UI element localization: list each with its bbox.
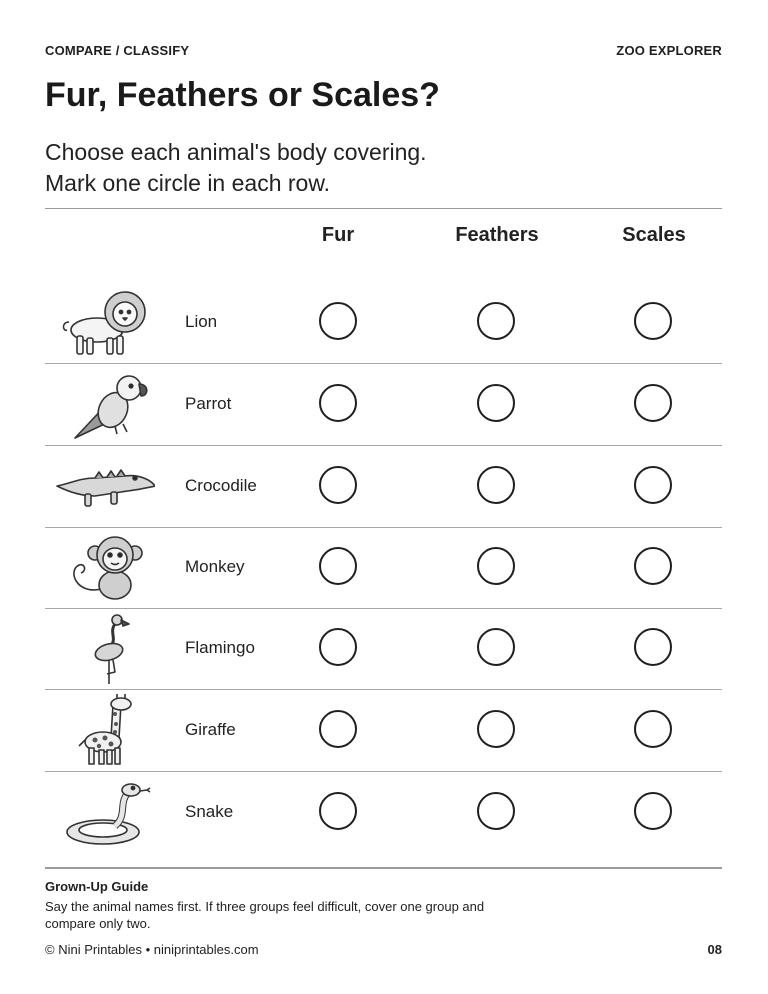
answer-circle-fur[interactable]: [319, 628, 357, 666]
table-row: [45, 446, 722, 528]
answer-circle-fur[interactable]: [319, 547, 357, 585]
animal-name: Snake: [185, 802, 234, 821]
animal-name: Parrot: [185, 394, 232, 413]
answer-circle-scales[interactable]: [634, 302, 672, 340]
answer-circle-feathers[interactable]: [477, 302, 515, 340]
animal-name: Giraffe: [185, 720, 236, 739]
answer-circle-fur[interactable]: [319, 466, 357, 504]
monkey-icon: [55, 531, 155, 603]
answer-circle-scales[interactable]: [634, 792, 672, 830]
top-bar: [45, 43, 722, 59]
answer-circle-scales[interactable]: [634, 547, 672, 585]
flamingo-icon: [55, 612, 155, 684]
answer-circle-scales[interactable]: [634, 384, 672, 422]
table-row: [45, 282, 722, 364]
table-row: [45, 690, 722, 772]
answer-circle-scales[interactable]: [634, 628, 672, 666]
instruction-line: Mark one circle in each row.: [45, 170, 331, 196]
instruction-line: Choose each animal's body covering.: [45, 139, 427, 165]
table-row: [45, 527, 722, 609]
category-label: COMPARE / CLASSIFY: [45, 43, 190, 58]
answer-circle-fur[interactable]: [319, 710, 357, 748]
column-header-fur: Fur: [321, 224, 355, 246]
giraffe-icon: [55, 694, 155, 766]
answer-circle-feathers[interactable]: [477, 384, 515, 422]
series-label: ZOO EXPLORER: [616, 43, 722, 58]
footer: [45, 942, 722, 957]
answer-circle-fur[interactable]: [319, 302, 357, 340]
snake-icon: [55, 776, 155, 848]
answer-circle-feathers[interactable]: [477, 628, 515, 666]
lion-icon: [55, 286, 155, 358]
guide-text: Say the animal names first. If three groups feel difficult, cover one group and compare only two.: [45, 899, 485, 931]
answer-circle-feathers[interactable]: [477, 792, 515, 830]
answer-circle-feathers[interactable]: [477, 710, 515, 748]
crocodile-icon: [55, 450, 155, 522]
page-title: Fur, Feathers or Scales?: [45, 76, 440, 114]
divider: [45, 867, 722, 869]
instructions: [45, 137, 427, 199]
answer-circle-feathers[interactable]: [477, 547, 515, 585]
parrot-icon: [55, 368, 155, 440]
table-row: [45, 772, 722, 854]
column-header-feathers: Feathers: [455, 224, 539, 246]
footer-credit: © Nini Printables • niniprintables.com: [45, 942, 259, 957]
table-row: [45, 608, 722, 690]
answer-circle-scales[interactable]: [634, 466, 672, 504]
animal-name: Monkey: [185, 557, 245, 576]
answer-circle-scales[interactable]: [634, 710, 672, 748]
answer-circle-fur[interactable]: [319, 792, 357, 830]
column-header-scales: Scales: [622, 224, 686, 246]
divider: [45, 208, 722, 209]
guide-heading: Grown-Up Guide: [45, 879, 149, 894]
table-row: [45, 364, 722, 446]
answer-circle-feathers[interactable]: [477, 466, 515, 504]
animal-name: Crocodile: [185, 476, 257, 495]
page-number: 08: [707, 942, 722, 957]
animal-name: Lion: [185, 312, 218, 331]
animal-name: Flamingo: [185, 638, 255, 657]
answer-circle-fur[interactable]: [319, 384, 357, 422]
